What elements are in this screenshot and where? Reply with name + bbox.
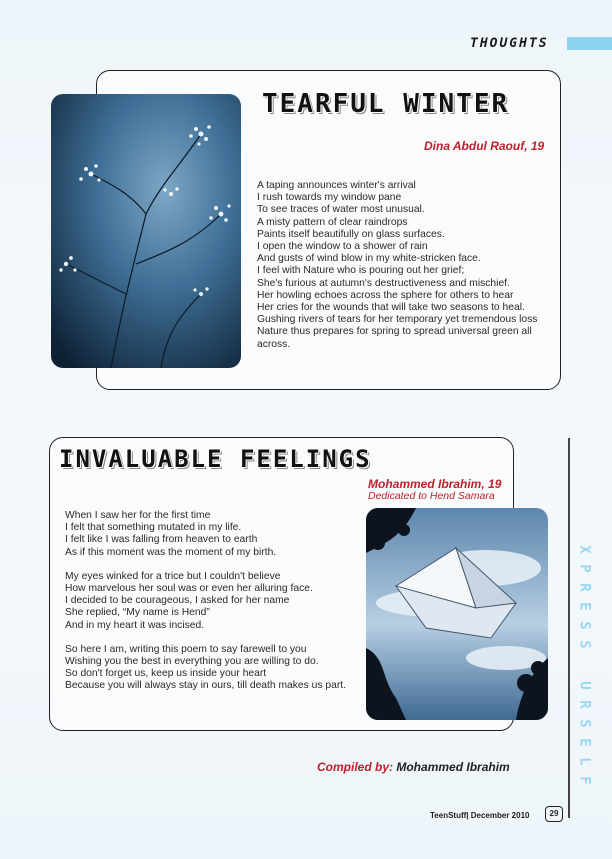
poem-line: A taping announces winter's arrival [257, 180, 416, 191]
vertical-text-letter: U [576, 681, 593, 690]
poem-line: I decided to be courageous, I asked for her name [65, 595, 290, 607]
poem-line: How marvelous her soul was or even her alluring face. [65, 583, 313, 595]
poem-line: Her cries for the wounds that will take two seasons to heal. [257, 302, 525, 314]
footer-text: TeenStuff| December 2010 [430, 811, 530, 820]
compiled-by-label: Compiled by: [317, 760, 394, 774]
vertical-text-letter: P [576, 564, 593, 573]
paper-boat-photo [366, 508, 548, 720]
poem-line: And in my heart it was incised. [65, 619, 205, 631]
poem-line: Because you will always stay in ours, till death makes us part. [65, 680, 347, 692]
poem-line: I felt that something mutated in my life. [65, 522, 242, 534]
poem-line: And gusts of wind blow in my white-stricken face. [257, 253, 481, 265]
poem-line: Wishing you the best in everything you are willing to do. [65, 656, 319, 668]
poem-line: To see traces of water most unusual. [257, 204, 425, 216]
poem-line: I rush towards my window pane [257, 192, 402, 204]
poem-line: I felt like I was falling from heaven to earth [65, 534, 258, 546]
poem-title-tearful-winter: TEARFUL WINTER [262, 89, 510, 119]
poem-line: She's furious at autumn's destructiveness and mischief. [257, 277, 510, 289]
vertical-text-letter: S [576, 621, 593, 630]
sidebar-divider [568, 438, 570, 818]
section-accent-bar [567, 37, 612, 50]
poem-line: Gushing rivers of tears for her temporary yet tremendous loss [257, 314, 538, 326]
poem-author-tearful-winter: Dina Abdul Raouf, 19 [424, 139, 545, 153]
poem-line: As if this moment was the moment of my birth. [65, 546, 277, 558]
vertical-text-letter: E [576, 738, 593, 747]
poem-author-invaluable-feelings: Mohammed Ibrahim, 19 [368, 477, 502, 491]
poem-dedication: Dedicated to Hend Samara [368, 490, 495, 502]
poem-line: I open the window to a shower of rain [257, 241, 428, 253]
poem-line: Her howling echoes across the sphere for others to hear [257, 289, 514, 301]
vertical-text-letter: X [576, 545, 593, 554]
vertical-text-letter: R [576, 583, 593, 592]
poem-line: A misty pattern of clear raindrops [257, 216, 408, 228]
poem-body-invaluable-feelings [65, 510, 361, 693]
page-number: 29 [545, 806, 563, 822]
poem-line: Nature thus prepares for spring to spread universal green all [257, 326, 532, 338]
poem-line: So here I am, writing this poem to say farewell to you [65, 643, 307, 655]
section-tag: THOUGHTS [470, 36, 549, 51]
poem-line: across. [257, 338, 291, 350]
vertical-text-letter: L [576, 757, 593, 766]
vertical-text-letter: S [576, 640, 593, 649]
vertical-text-letter: S [576, 719, 593, 728]
stanza-gap [65, 632, 361, 644]
sidebar-vertical-text [574, 540, 592, 790]
poem-line: Paints itself beautifully on glass surfaces. [257, 228, 445, 240]
poem-line: I feel with Nature who is pouring out her grief; [257, 265, 465, 277]
poem-line: So don't forget us, keep us inside your heart [65, 668, 267, 680]
stanza-gap [65, 559, 361, 571]
poem-line: My eyes winked for a trice but I couldn't believe [65, 570, 281, 582]
vertical-text-letter: F [576, 776, 593, 785]
poem-title-invaluable-feelings: INVALUABLE FEELINGS [59, 445, 372, 473]
compiled-by [317, 760, 510, 774]
vertical-text-letter: E [576, 602, 593, 611]
poem-body-tearful-winter [257, 180, 549, 351]
vertical-text-space [572, 656, 594, 674]
compiled-by-name: Mohammed Ibrahim [396, 760, 510, 774]
poem-line: When I saw her for the first time [65, 510, 211, 521]
vertical-text-letter: R [576, 700, 593, 709]
winter-flowers-photo [51, 94, 241, 368]
poem-line: She replied, “My name is Hend” [65, 607, 210, 619]
